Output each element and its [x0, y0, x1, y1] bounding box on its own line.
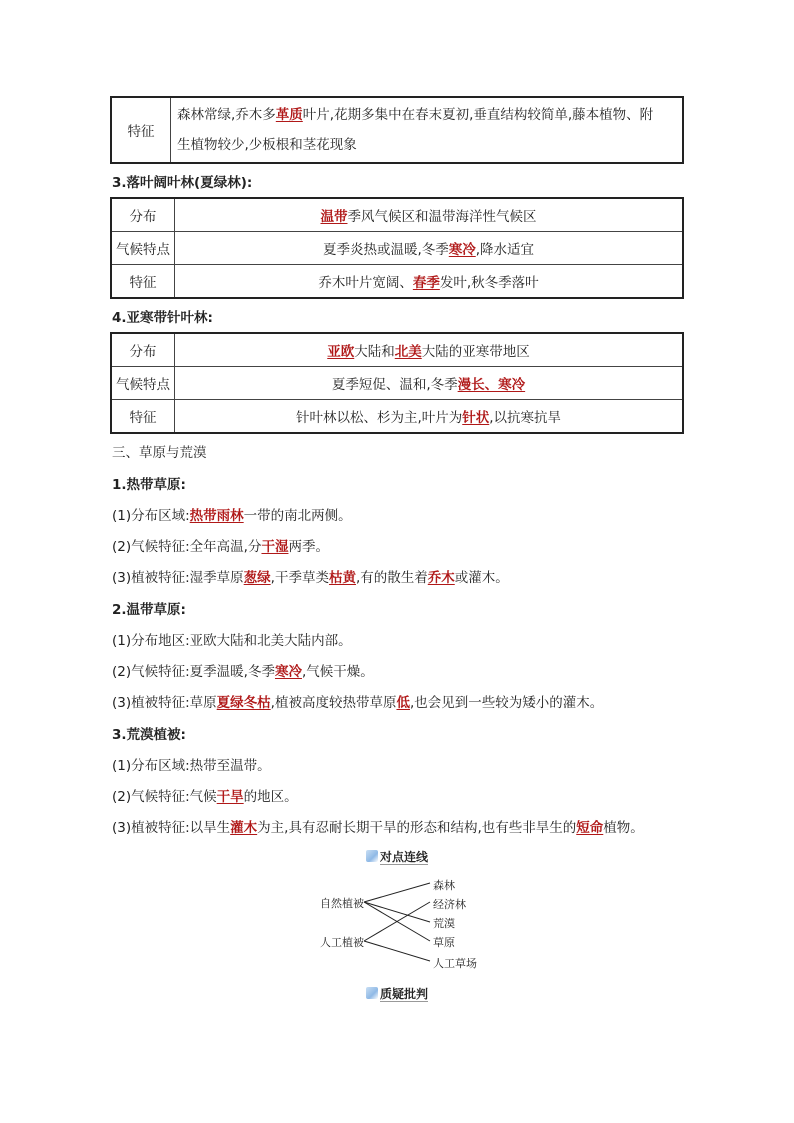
- answer-highlight: 寒冷: [448, 242, 476, 258]
- text-segment: 或灌木。: [454, 570, 509, 586]
- text-segment: 一带的南北两侧。: [243, 508, 352, 524]
- row-value: [175, 367, 684, 400]
- row-key: 气候特点: [111, 232, 175, 265]
- text-segment: ,植被高度较热带草原: [270, 695, 397, 711]
- row-value: [175, 400, 684, 434]
- grass2-line: [112, 660, 374, 680]
- match-right-forest: 森林: [433, 879, 455, 892]
- text-segment: (2)气候特征:夏季温暖,冬季: [112, 664, 275, 680]
- answer-highlight: 温带: [320, 209, 348, 225]
- text-segment: 发叶,秋冬季落叶: [439, 275, 539, 291]
- feature-key: 特征: [111, 97, 171, 163]
- text-segment: 植物。: [603, 820, 644, 836]
- row-value: [175, 265, 684, 299]
- match-right-desert: 荒漠: [433, 917, 455, 930]
- feature-value: 森林常绿,乔木多革质叶片,花期多集中在春末夏初,垂直结构较简单,藤本植物、附 生植物较少,少板根和茎花现象: [171, 97, 684, 163]
- row-key: 分布: [111, 333, 175, 367]
- text-segment: 针叶林以松、杉为主,叶片为: [295, 410, 463, 426]
- text-segment: ,气候干燥。: [301, 664, 374, 680]
- table-row: [111, 265, 683, 299]
- row-key: 特征: [111, 265, 175, 299]
- text-segment: (1)分布地区:亚欧大陆和北美大陆内部。: [112, 633, 352, 649]
- text-segment: 夏季短促、温和,冬季: [331, 377, 458, 393]
- text-segment: 乔木叶片宽阔、: [318, 275, 413, 291]
- answer-highlight: 针状: [462, 410, 490, 426]
- row-value: [175, 232, 684, 265]
- grass1-line: [112, 504, 352, 524]
- pen-icon: [366, 987, 378, 999]
- answer-highlight: 干湿: [261, 539, 289, 555]
- text-segment: (2)气候特征:全年高温,分: [112, 539, 262, 555]
- row-value: [175, 198, 684, 232]
- match-right-grassland: 草原: [433, 936, 455, 949]
- answer-highlight: 葱绿: [243, 570, 271, 586]
- row-value: [175, 333, 684, 367]
- match-right-artificial-pasture: 人工草场: [433, 957, 477, 970]
- text-segment: (3)植被特征:湿季草原: [112, 570, 244, 586]
- answer-highlight: 亚欧: [327, 344, 355, 360]
- desert-line: [112, 785, 298, 805]
- answer-highlight: 灌木: [230, 820, 258, 836]
- table-row: [111, 367, 683, 400]
- answer-highlight: 热带雨林: [189, 508, 244, 524]
- text-segment: (2)气候特征:气候: [112, 789, 217, 805]
- answer-highlight: 短命: [576, 820, 604, 836]
- deciduous-forest-table: [110, 197, 684, 299]
- critique-tag: 质疑批判: [366, 985, 428, 1002]
- text-segment: ,以抗寒抗旱: [489, 410, 562, 426]
- text-segment: ,也会见到一些较为矮小的灌木。: [409, 695, 604, 711]
- text-segment: ,降水适宜: [475, 242, 535, 258]
- text-segment: ,有的散生着: [355, 570, 428, 586]
- row-key: 特征: [111, 400, 175, 434]
- grass1-title: 1.热带草原:: [112, 477, 186, 493]
- text-segment: 大陆的亚寒带地区: [421, 344, 530, 360]
- grass2-line: [112, 691, 603, 711]
- text-segment: 两季。: [288, 539, 329, 555]
- text-segment: (1)分布区域:热带至温带。: [112, 758, 271, 774]
- text-segment: 的地区。: [243, 789, 298, 805]
- row-key: 分布: [111, 198, 175, 232]
- top-feature-table: [110, 96, 684, 164]
- answer-highlight: 低: [396, 695, 410, 711]
- coniferous-forest-table: [110, 332, 684, 434]
- table-row: [111, 400, 683, 434]
- text-segment: 为主,具有忍耐长期干旱的形态和结构,也有些非旱生的: [257, 820, 577, 836]
- match-line: [364, 883, 430, 902]
- answer-highlight: 干旱: [216, 789, 244, 805]
- text-segment: 大陆和: [354, 344, 395, 360]
- grass2-title: 2.温带草原:: [112, 602, 186, 618]
- match-left-artificial: 人工植被: [320, 936, 364, 949]
- match-line: [364, 941, 430, 961]
- pen-icon: [366, 850, 378, 862]
- grass1-line: [112, 535, 329, 555]
- text-segment: 夏季炎热或温暖,冬季: [322, 242, 449, 258]
- match-lines: [360, 874, 480, 974]
- match-left-natural: 自然植被: [320, 897, 364, 910]
- desert-title: 3.荒漠植被:: [112, 727, 186, 743]
- text-segment: (3)植被特征:以旱生: [112, 820, 231, 836]
- table-row: [111, 198, 683, 232]
- part-3-title: 三、草原与荒漠: [112, 445, 207, 461]
- answer-highlight: 寒冷: [274, 664, 302, 680]
- answer-highlight: 乔木: [427, 570, 455, 586]
- answer-highlight: 漫长、寒冷: [457, 377, 526, 393]
- section-3-title: 3.落叶阔叶林(夏绿林):: [112, 175, 253, 191]
- match-line: [364, 902, 430, 922]
- grass1-line: [112, 566, 509, 586]
- match-tag: 对点连线: [366, 848, 428, 865]
- text-segment: 季风气候区和温带海洋性气候区: [347, 209, 537, 225]
- answer-highlight: 夏绿冬枯: [216, 695, 271, 711]
- answer-highlight: 北美: [394, 344, 422, 360]
- match-right-economic-forest: 经济林: [433, 898, 466, 911]
- section-4-title: 4.亚寒带针叶林:: [112, 310, 213, 326]
- text-segment: (1)分布区域:: [112, 508, 190, 524]
- text-segment: (3)植被特征:草原: [112, 695, 217, 711]
- grass2-line: [112, 629, 352, 649]
- desert-line: [112, 754, 271, 774]
- row-key: 气候特点: [111, 367, 175, 400]
- table-row: [111, 333, 683, 367]
- table-row: [111, 232, 683, 265]
- answer-highlight: 春季: [412, 275, 440, 291]
- desert-line: [112, 816, 644, 836]
- text-segment: ,干季草类: [270, 570, 329, 586]
- answer-highlight: 枯黄: [328, 570, 356, 586]
